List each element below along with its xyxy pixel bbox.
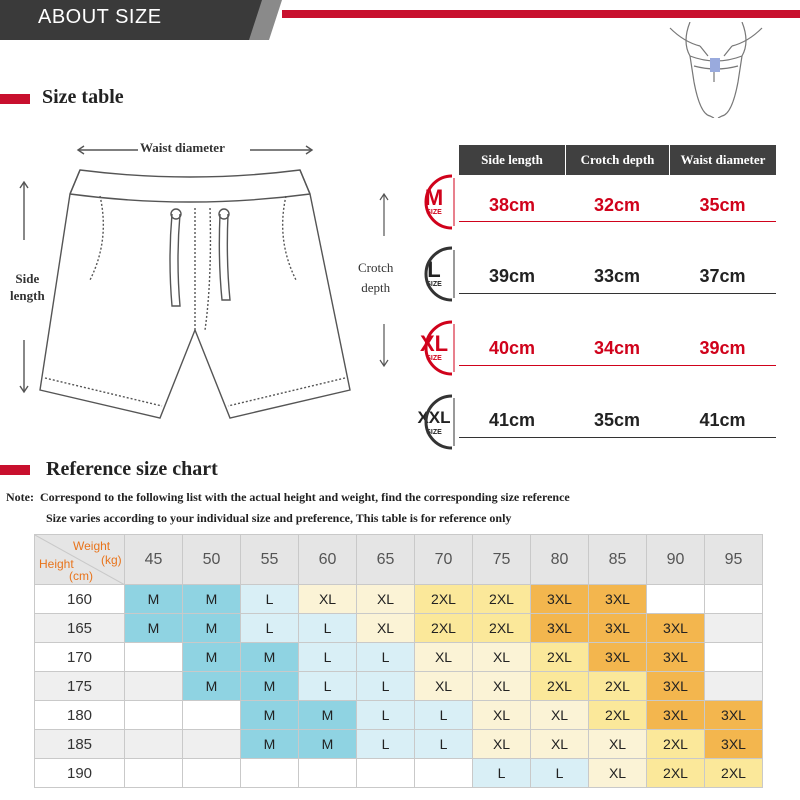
- page-title: ABOUT SIZE: [38, 6, 162, 28]
- corner-kg-label: (kg): [101, 553, 122, 567]
- size-row-cell: 33cm: [593, 265, 641, 286]
- size-cell: [183, 759, 241, 788]
- size-cell: [125, 730, 183, 759]
- grid-row: [35, 730, 763, 759]
- tape-measure-icon: [710, 58, 720, 72]
- grid-row: [35, 701, 763, 730]
- size-cell: 3XL: [647, 701, 705, 730]
- reference-chart-title: Reference size chart: [46, 458, 218, 480]
- size-table-title: Size table: [42, 86, 124, 108]
- height-cell: 170: [35, 643, 125, 672]
- size-cell: [183, 701, 241, 730]
- note-line-1: Note: Correspond to the following list with the actual height and weight, find the corresponding size reference: [6, 490, 570, 504]
- col-header-crotch-depth: Crotch depth: [566, 145, 669, 175]
- weight-header-cell: 60: [299, 535, 357, 585]
- row-divider: [459, 293, 776, 294]
- size-cell: [415, 759, 473, 788]
- weight-header-cell: 80: [531, 535, 589, 585]
- size-cell: L: [415, 730, 473, 759]
- weight-header-cell: 70: [415, 535, 473, 585]
- size-cell: [705, 672, 763, 701]
- size-cell: [299, 759, 357, 788]
- size-cell: XL: [473, 672, 531, 701]
- size-cell: 3XL: [705, 730, 763, 759]
- size-badge-l: L SIZE: [412, 244, 456, 304]
- grid-row: [35, 759, 763, 788]
- size-cell: L: [241, 614, 299, 643]
- size-cell: M: [299, 730, 357, 759]
- size-cell: L: [473, 759, 531, 788]
- size-row-xxl: [459, 403, 776, 437]
- size-cell: L: [415, 701, 473, 730]
- size-row-cell: 39cm: [699, 337, 746, 358]
- size-badge-xxl: XXL SIZE: [412, 392, 456, 452]
- size-cell: [357, 759, 415, 788]
- grid-row: [35, 614, 763, 643]
- size-cell: [647, 585, 705, 614]
- corner-weight-label: Weight: [73, 539, 111, 553]
- corner-cm-label: (cm): [69, 569, 93, 583]
- size-cell: XL: [531, 701, 589, 730]
- size-cell: 2XL: [705, 759, 763, 788]
- row-divider: [459, 437, 776, 438]
- size-cell: XL: [589, 730, 647, 759]
- size-cell: L: [357, 701, 415, 730]
- size-cell: 3XL: [531, 585, 589, 614]
- size-row-xl: [459, 331, 776, 365]
- size-cell: 2XL: [531, 643, 589, 672]
- size-cell: M: [183, 585, 241, 614]
- size-cell: XL: [357, 585, 415, 614]
- size-cell: M: [183, 614, 241, 643]
- size-row-m: [459, 188, 776, 222]
- size-cell: [705, 585, 763, 614]
- size-cell: XL: [589, 759, 647, 788]
- grid-row: [35, 585, 763, 614]
- grid-row: [35, 672, 763, 701]
- row-divider: [459, 365, 776, 366]
- height-cell: 175: [35, 672, 125, 701]
- height-cell: 180: [35, 701, 125, 730]
- weight-header-cell: 75: [473, 535, 531, 585]
- size-cell: L: [299, 643, 357, 672]
- size-table-bar: [0, 94, 30, 104]
- size-cell: M: [183, 643, 241, 672]
- size-row-cell: 41cm: [488, 409, 536, 430]
- crotch-depth-label: Crotch depth: [358, 260, 394, 295]
- size-row-cell: 32cm: [593, 194, 641, 215]
- size-cell: XL: [473, 730, 531, 759]
- reference-size-grid: [34, 534, 763, 788]
- size-cell: 3XL: [647, 672, 705, 701]
- size-cell: L: [299, 614, 357, 643]
- size-cell: XL: [357, 614, 415, 643]
- size-row-cell: 38cm: [488, 194, 536, 215]
- size-cell: 2XL: [647, 730, 705, 759]
- size-cell: L: [357, 672, 415, 701]
- size-cell: L: [357, 643, 415, 672]
- size-row-l: [459, 259, 776, 293]
- note-line-2: Size varies according to your individual size and preference, This table is for reference only: [46, 511, 512, 525]
- badge-outline-icon: [412, 392, 456, 452]
- size-cell: XL: [415, 643, 473, 672]
- size-cell: 3XL: [647, 614, 705, 643]
- size-cell: 3XL: [647, 643, 705, 672]
- size-badge-xl: XL SIZE: [412, 318, 456, 378]
- size-row-cell: 41cm: [699, 409, 746, 430]
- size-cell: L: [241, 585, 299, 614]
- size-cell: 3XL: [531, 614, 589, 643]
- size-cell: [183, 730, 241, 759]
- header-red-bar: [282, 10, 800, 18]
- size-cell: 3XL: [589, 614, 647, 643]
- size-cell: [125, 701, 183, 730]
- col-header-waist-diameter: Waist diameter: [670, 145, 776, 175]
- badge-outline-icon: [412, 172, 456, 232]
- weight-header-cell: 55: [241, 535, 299, 585]
- size-badge-m: M SIZE: [412, 172, 456, 232]
- size-row-cell: 34cm: [593, 337, 641, 358]
- height-cell: 185: [35, 730, 125, 759]
- size-cell: XL: [299, 585, 357, 614]
- weight-header-cell: 85: [589, 535, 647, 585]
- col-header-side-length: Side length: [459, 145, 565, 175]
- size-cell: XL: [531, 730, 589, 759]
- row-divider: [459, 221, 776, 222]
- size-cell: M: [299, 701, 357, 730]
- size-cell: XL: [473, 701, 531, 730]
- size-row-cell: 37cm: [699, 265, 746, 286]
- size-cell: [241, 759, 299, 788]
- size-cell: L: [299, 672, 357, 701]
- size-cell: L: [531, 759, 589, 788]
- height-cell: 160: [35, 585, 125, 614]
- size-cell: [705, 643, 763, 672]
- size-cell: 3XL: [705, 701, 763, 730]
- size-cell: M: [241, 730, 299, 759]
- badge-outline-icon: [412, 318, 456, 378]
- size-cell: XL: [415, 672, 473, 701]
- size-cell: L: [357, 730, 415, 759]
- size-cell: 2XL: [473, 614, 531, 643]
- size-cell: [125, 672, 183, 701]
- grid-corner-cell: [35, 535, 125, 585]
- grid-row: [35, 643, 763, 672]
- size-cell: 3XL: [589, 643, 647, 672]
- size-cell: M: [183, 672, 241, 701]
- size-row-cell: 40cm: [488, 337, 536, 358]
- badge-outline-icon: [412, 244, 456, 304]
- size-cell: 2XL: [589, 672, 647, 701]
- grid-header-row: [35, 535, 763, 585]
- size-cell: 2XL: [647, 759, 705, 788]
- shorts-diagram: [0, 130, 370, 430]
- size-cell: M: [241, 643, 299, 672]
- size-cell: 2XL: [415, 614, 473, 643]
- crotch-depth-arrows: [378, 190, 390, 370]
- side-length-label: Side length: [10, 271, 45, 303]
- size-cell: [125, 759, 183, 788]
- size-cell: 2XL: [531, 672, 589, 701]
- size-row-cell: 35cm: [593, 409, 641, 430]
- size-cell: 2XL: [415, 585, 473, 614]
- waist-diameter-label: Waist diameter: [140, 140, 225, 155]
- height-cell: 165: [35, 614, 125, 643]
- weight-header-cell: 65: [357, 535, 415, 585]
- size-cell: XL: [473, 643, 531, 672]
- size-cell: 3XL: [589, 585, 647, 614]
- size-row-cell: 39cm: [488, 265, 536, 286]
- size-cell: M: [125, 614, 183, 643]
- weight-header-cell: 45: [125, 535, 183, 585]
- size-cell: M: [125, 585, 183, 614]
- weight-header-cell: 95: [705, 535, 763, 585]
- corner-height-label: Height: [39, 557, 74, 571]
- size-cell: 2XL: [589, 701, 647, 730]
- model-figure-illustration: [660, 22, 770, 118]
- height-cell: 190: [35, 759, 125, 788]
- reference-chart-bar: [0, 465, 30, 475]
- size-cell: [705, 614, 763, 643]
- size-cell: M: [241, 701, 299, 730]
- weight-header-cell: 90: [647, 535, 705, 585]
- size-cell: [125, 643, 183, 672]
- size-cell: M: [241, 672, 299, 701]
- size-row-cell: 35cm: [699, 194, 746, 215]
- size-cell: 2XL: [473, 585, 531, 614]
- weight-header-cell: 50: [183, 535, 241, 585]
